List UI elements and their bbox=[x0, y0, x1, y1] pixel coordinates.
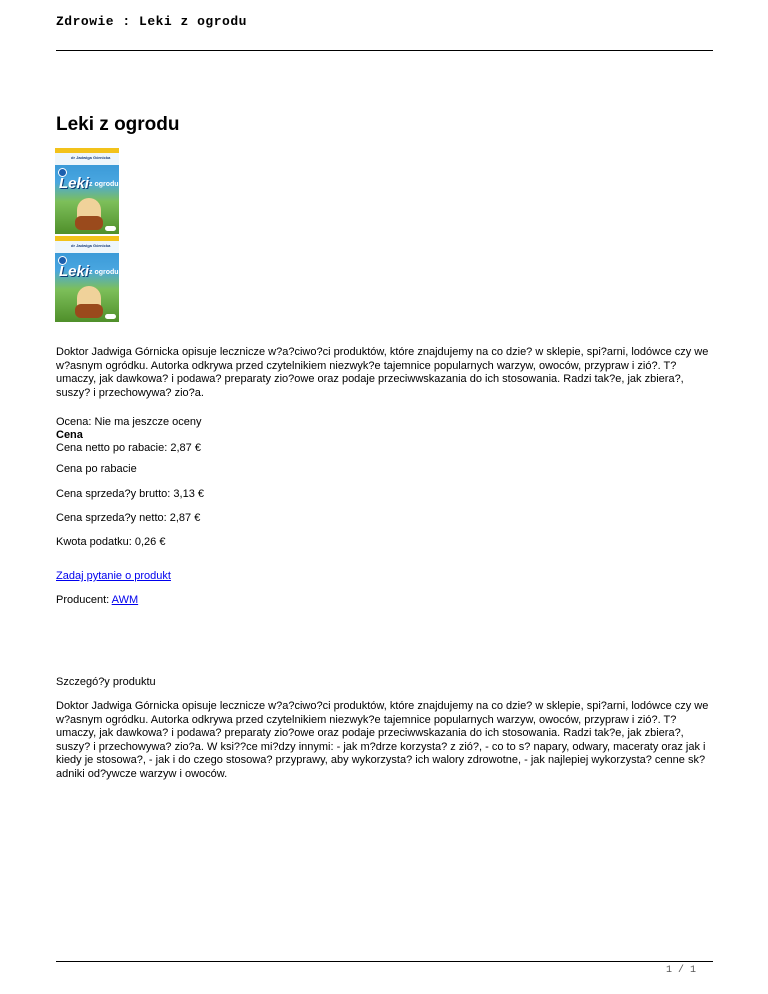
page-number: 1 / 1 bbox=[666, 965, 697, 976]
header-divider bbox=[56, 50, 713, 51]
price-after-discount: Cena po rabacie bbox=[56, 463, 137, 475]
details-heading: Szczegó?y produktu bbox=[56, 676, 156, 688]
producer-row bbox=[56, 594, 716, 608]
book-cover-image: dr Jadwiga Górnicka Leki z ogrodu bbox=[55, 148, 119, 234]
tax-amount: Kwota podatku: 0,26 € bbox=[56, 536, 166, 548]
ask-question-link[interactable]: Zadaj pytanie o produkt bbox=[56, 570, 171, 582]
product-description: Doktor Jadwiga Górnicka opisuje lecznicze w?a?ciwo?ci produktów, które znajdujemy na co dzie? w sklepie, spi?arni, lodówce czy we w?asnym ogródku. Autorka odkrywa przed czytelnikiem niezwyk?e tajemnice popularnych warzyw, owoców, przypraw i zió?. T?umaczy, jak dawkowa? i podawa? preparaty zio?owe oraz podaje przeciwwskazania do ich stosowania. Radzi tak?e, jak zbiera?, suszy? i przechowywa? zio?a. bbox=[56, 346, 709, 399]
price-net-after-discount: Cena netto po rabacie: 2,87 € bbox=[56, 442, 201, 454]
price-heading: Cena bbox=[56, 429, 83, 441]
footer-divider bbox=[56, 961, 713, 962]
producer-link[interactable]: AWM bbox=[111, 594, 139, 606]
price-net: Cena sprzeda?y netto: 2,87 € bbox=[56, 512, 201, 524]
price-gross: Cena sprzeda?y brutto: 3,13 € bbox=[56, 488, 204, 500]
document-header-title: Zdrowie : Leki z ogrodu bbox=[56, 14, 247, 29]
book-cover-image: dr Jadwiga Górnicka Leki z ogrodu bbox=[55, 236, 119, 322]
ask-question-row bbox=[56, 570, 716, 584]
producer-label: Producent: bbox=[56, 594, 112, 606]
page-title: Leki z ogrodu bbox=[56, 114, 180, 135]
details-text: Doktor Jadwiga Górnicka opisuje lecznicze w?a?ciwo?ci produktów, które znajdujemy na co dzie? w sklepie, spi?arni, lodówce czy we w?asnym ogródku. Autorka odkrywa przed czytelnikiem niezwyk?e tajemnice popularnych warzyw, owoców, przypraw i zió?. T?umaczy, jak dawkowa? i podawa? preparaty zio?owe oraz podaje przeciwwskazania do ich stosowania. Radzi tak?e, jak zbiera?, suszy? i przechowywa? zio?a. W ksi??ce mi?dzy innymi: - jak m?drze korzysta? z zió?, - co to s? napary, odwary, maceraty oraz jak i kiedy je stosowa?, - jak i do czego stosowa? przyprawy, aby wykorzysta? ich walory zdrowotne, - jak najlepiej wykorzysta? cenne sk?adniki od?ywcze warzyw i owoców. bbox=[56, 700, 709, 780]
rating-text: Ocena: Nie ma jeszcze oceny bbox=[56, 416, 202, 428]
